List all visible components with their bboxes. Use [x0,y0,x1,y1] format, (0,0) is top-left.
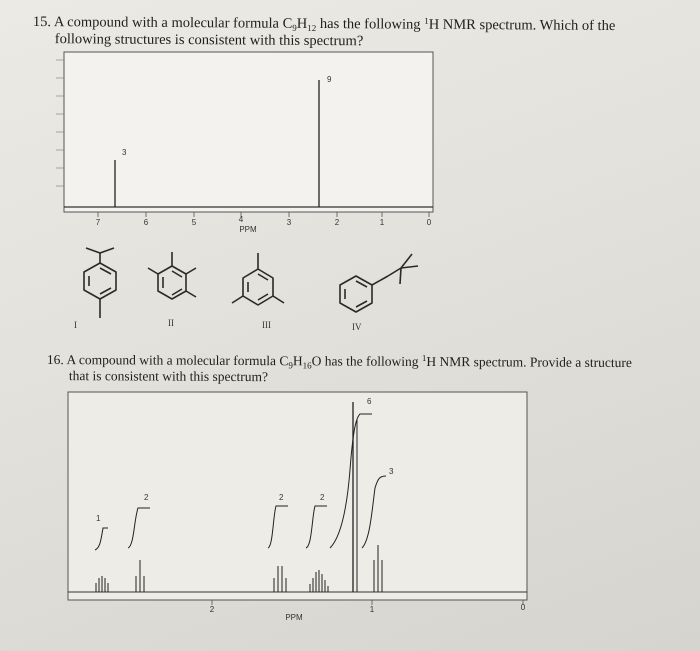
tick-label: 0 [426,218,432,227]
tick-label: 2 [209,605,215,614]
choice-label: IV [352,322,362,332]
nmr-spectrum-15 [56,52,433,234]
question-line: A compound with a molecular formula $C_9H_{12}$ has the following $^1$H NMR spectrum. Which of the [53,14,616,35]
integration-label: 6 [367,397,372,406]
question-number: 15. [32,14,52,31]
integration-label: 3 [122,148,127,157]
structure-iv [340,254,418,312]
tick-label: 0 [520,603,526,612]
structure-choices [84,248,418,318]
tick-label: 3 [286,218,292,227]
tick-label: 1 [369,605,375,614]
spectrum-frame [68,392,527,600]
choice-label: I [74,320,77,330]
tick-label: 1 [379,218,385,227]
structure-iii [232,253,284,305]
tick-label: 2 [334,218,340,227]
tick-label: 5 [191,218,197,227]
structure-ii [148,252,196,299]
axis-label: PPM [239,225,257,234]
integration-label: 2 [144,493,149,502]
integration-label: 3 [389,467,394,476]
choice-label: III [262,320,271,330]
question-line-2: that is consistent with this spectrum? [68,368,269,385]
question-line-2: following structures is consistent with this spectrum? [54,31,364,50]
question-line: A compound with a molecular formula $C_9H_{16}O$ has the following $^1$H NMR spectrum. Provide a structure [66,352,632,371]
tick-label: 7 [95,218,101,227]
tick-label: 4 [238,215,244,224]
choice-label: II [168,318,174,328]
spectrum-frame [64,52,433,212]
axis-label: PPM [285,613,303,622]
integration-label: 9 [327,75,332,84]
integration-label: 2 [279,493,284,502]
integration-label: 2 [320,493,325,502]
integration-label: 1 [96,514,101,523]
tick-label: 6 [143,218,149,227]
question-number: 16. [46,352,64,368]
structure-i [84,248,116,318]
nmr-spectrum-16 [68,392,527,622]
